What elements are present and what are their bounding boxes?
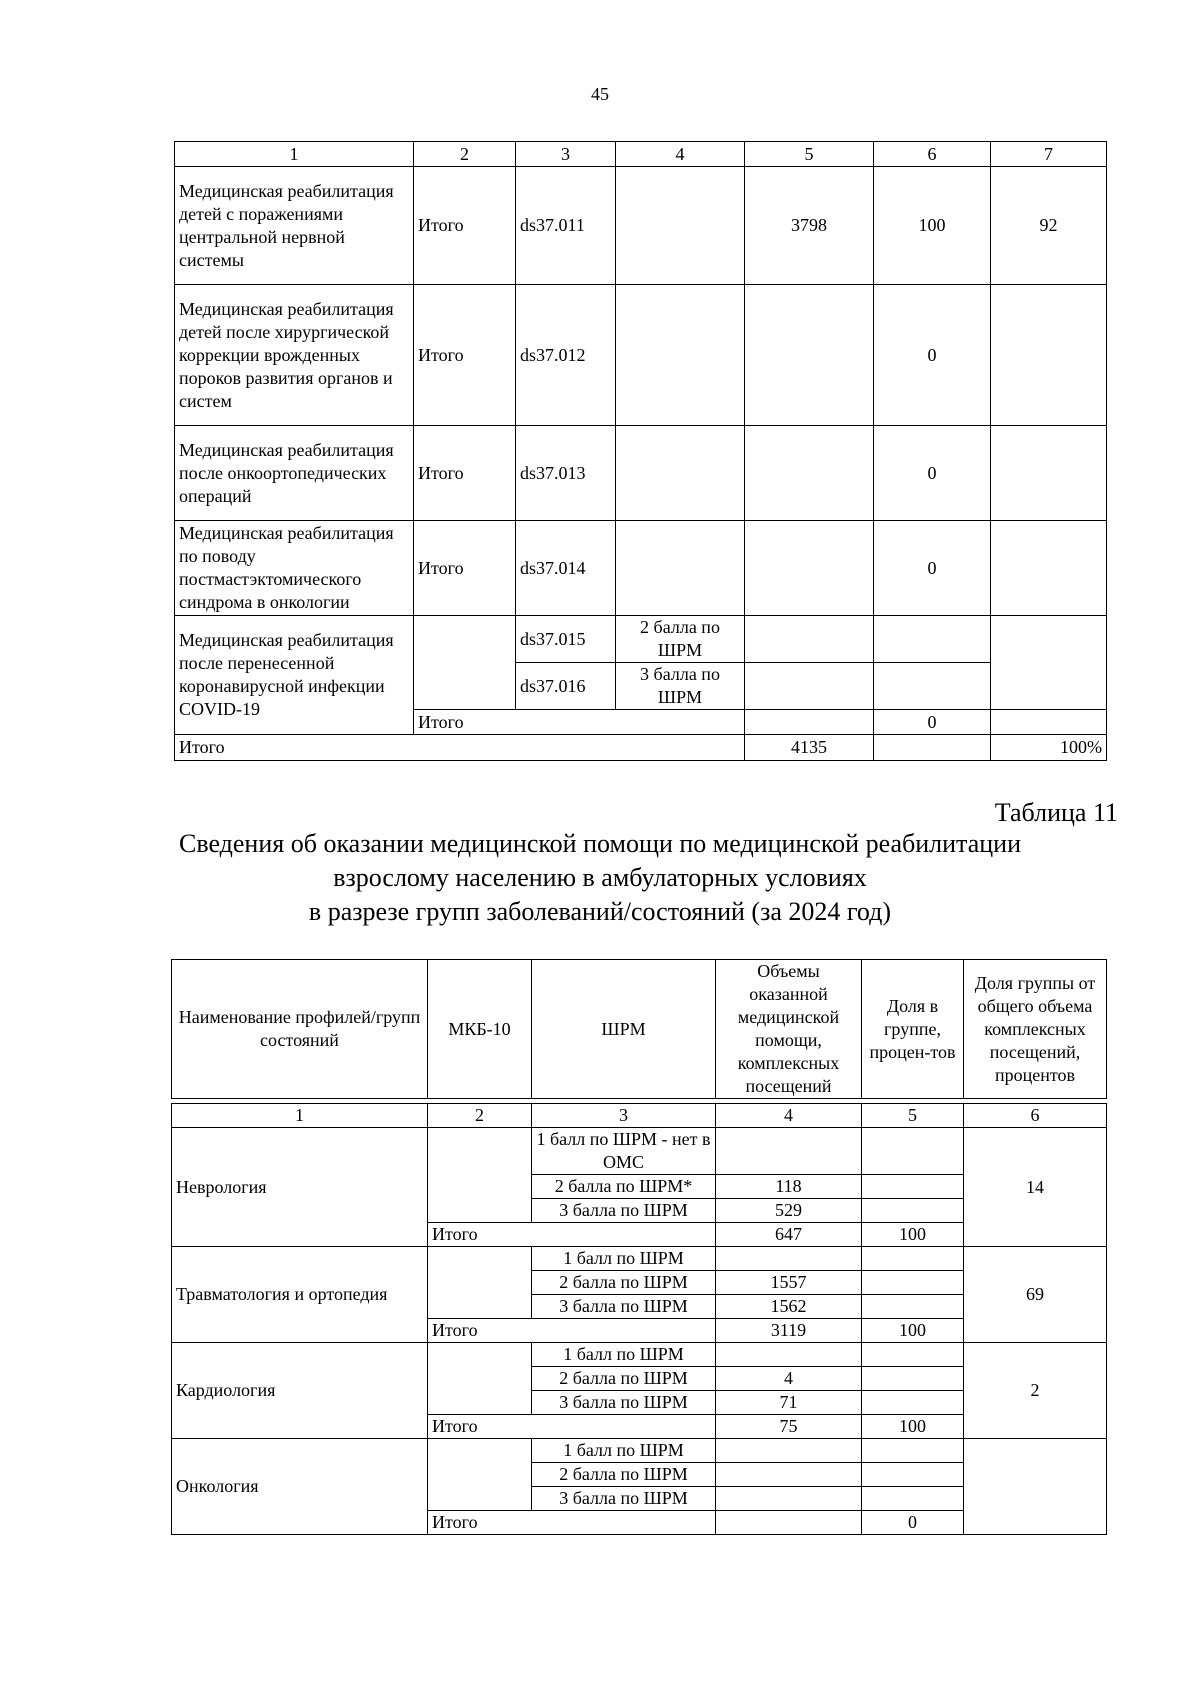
volume-cell — [716, 1247, 862, 1271]
column-number-row — [175, 142, 1107, 167]
col-number: 7 — [991, 142, 1107, 167]
col-number: 6 — [874, 142, 991, 167]
row-col4 — [616, 285, 745, 426]
row-shrm: 3 балла по ШРМ — [616, 663, 745, 710]
row-col7 — [991, 616, 1107, 710]
header-name: Наименование профилей/групп состояний — [172, 960, 428, 1099]
row-type: Итого — [414, 285, 516, 426]
group-share-cell — [964, 1439, 1107, 1535]
col-number: 6 — [964, 1104, 1107, 1128]
total-label: Итого — [428, 1415, 716, 1439]
row-type: Итого — [414, 426, 516, 521]
table-row — [172, 1439, 1107, 1463]
row-col7 — [991, 521, 1107, 616]
row-code: ds37.014 — [516, 521, 616, 616]
share-cell — [862, 1175, 964, 1199]
total-volume: 75 — [716, 1415, 862, 1439]
row-col7 — [991, 426, 1107, 521]
table-label: Таблица 11 — [994, 798, 1118, 827]
grand-total-col7: 100% — [991, 735, 1107, 761]
row-total-label: Итого — [414, 710, 745, 735]
total-label: Итого — [428, 1511, 716, 1535]
col-number: 4 — [616, 142, 745, 167]
total-share: 100 — [862, 1223, 964, 1247]
row-col4 — [616, 426, 745, 521]
share-cell — [862, 1463, 964, 1487]
mkb-cell — [428, 1128, 532, 1223]
row-col5 — [745, 663, 874, 710]
row-col6: 0 — [874, 285, 991, 426]
col-number: 3 — [516, 142, 616, 167]
header-shrm: ШРМ — [532, 960, 716, 1099]
volume-cell — [716, 1343, 862, 1367]
header-share-group: Доля в группе, процен-тов — [862, 960, 964, 1099]
volume-cell: 529 — [716, 1199, 862, 1223]
share-cell — [862, 1367, 964, 1391]
page-number: 45 — [591, 84, 609, 104]
total-label: Итого — [428, 1319, 716, 1343]
row-col6: 100 — [874, 167, 991, 285]
shrm-cell: 3 балла по ШРМ — [532, 1487, 716, 1511]
shrm-cell: 2 балла по ШРМ* — [532, 1175, 716, 1199]
grand-total-col5: 4135 — [745, 735, 874, 761]
row-type — [414, 616, 516, 710]
row-shrm: 2 балла по ШРМ — [616, 616, 745, 663]
shrm-cell: 2 балла по ШРМ — [532, 1271, 716, 1295]
volume-cell: 1557 — [716, 1271, 862, 1295]
shrm-cell: 1 балл по ШРМ — [532, 1343, 716, 1367]
col-number: 3 — [532, 1104, 716, 1128]
volume-cell — [716, 1128, 862, 1175]
shrm-cell: 2 балла по ШРМ — [532, 1463, 716, 1487]
share-cell — [862, 1247, 964, 1271]
row-col6 — [874, 616, 991, 663]
total-volume: 3119 — [716, 1319, 862, 1343]
mkb-cell — [428, 1439, 532, 1511]
row-col5 — [745, 426, 874, 521]
table-row — [175, 616, 1107, 663]
share-cell — [862, 1391, 964, 1415]
table-row — [172, 1128, 1107, 1175]
row-col6: 0 — [874, 521, 991, 616]
row-code: ds37.013 — [516, 426, 616, 521]
col-number: 1 — [172, 1104, 428, 1128]
group-name: Травматология и ортопедия — [172, 1247, 428, 1343]
table-row — [175, 285, 1107, 426]
shrm-cell: 3 балла по ШРМ — [532, 1199, 716, 1223]
col-number: 2 — [414, 142, 516, 167]
row-col5 — [745, 285, 874, 426]
row-type: Итого — [414, 167, 516, 285]
table-title-line-1: Сведения об оказании медицинской помощи по медицинской реабилитации — [179, 829, 1021, 858]
row-code: ds37.012 — [516, 285, 616, 426]
total-share: 100 — [862, 1319, 964, 1343]
volume-cell: 71 — [716, 1391, 862, 1415]
volume-cell — [716, 1487, 862, 1511]
header-mkb: МКБ-10 — [428, 960, 532, 1099]
share-cell — [862, 1128, 964, 1175]
col-number: 4 — [716, 1104, 862, 1128]
row-col5 — [745, 521, 874, 616]
group-share-cell: 14 — [964, 1128, 1107, 1247]
share-cell — [862, 1271, 964, 1295]
row-col4 — [616, 521, 745, 616]
row-col7 — [991, 710, 1107, 735]
grand-total-label: Итого — [175, 735, 745, 761]
header-share-total: Доля группы от общего объема комплексных посещений, процентов — [964, 960, 1107, 1099]
volume-cell: 118 — [716, 1175, 862, 1199]
table-row — [175, 167, 1107, 285]
col-number: 5 — [745, 142, 874, 167]
volume-cell — [716, 1463, 862, 1487]
row-col6 — [874, 663, 991, 710]
volume-cell: 4 — [716, 1367, 862, 1391]
row-name: Медицинская реабилитация по поводу постмастэктомического синдрома в онкологии — [175, 521, 414, 616]
row-col7 — [991, 285, 1107, 426]
shrm-cell: 1 балл по ШРМ — [532, 1247, 716, 1271]
grand-total-col6 — [874, 735, 991, 761]
row-col5: 3798 — [745, 167, 874, 285]
share-cell — [862, 1343, 964, 1367]
total-share: 0 — [862, 1511, 964, 1535]
share-cell — [862, 1199, 964, 1223]
header-row — [172, 960, 1107, 1099]
shrm-cell: 1 балл по ШРМ — [532, 1439, 716, 1463]
col-number: 1 — [175, 142, 414, 167]
table11-body — [171, 1103, 1107, 1535]
mkb-cell — [428, 1247, 532, 1319]
table-row — [175, 521, 1107, 616]
row-code: ds37.016 — [516, 663, 616, 710]
mkb-cell — [428, 1343, 532, 1415]
volume-cell: 1562 — [716, 1295, 862, 1319]
table-title-line-2: взрослому населению в амбулаторных условиях — [333, 863, 867, 892]
col-number: 2 — [428, 1104, 532, 1128]
shrm-cell: 3 балла по ШРМ — [532, 1391, 716, 1415]
share-cell — [862, 1487, 964, 1511]
table11-header — [171, 959, 1107, 1099]
share-cell — [862, 1439, 964, 1463]
previous-table — [174, 141, 1107, 761]
total-share: 100 — [862, 1415, 964, 1439]
total-label: Итого — [428, 1223, 716, 1247]
group-name: Онкология — [172, 1439, 428, 1535]
table-row — [175, 426, 1107, 521]
row-col5 — [745, 710, 874, 735]
shrm-cell: 2 балла по ШРМ — [532, 1367, 716, 1391]
row-col6: 0 — [874, 710, 991, 735]
header-volume: Объемы оказанной медицинской помощи, комплексных посещений — [716, 960, 862, 1099]
row-col4 — [616, 167, 745, 285]
table-row — [172, 1343, 1107, 1367]
volume-cell — [716, 1439, 862, 1463]
row-name: Медицинская реабилитация детей с поражениями центральной нервной системы — [175, 167, 414, 285]
row-col6: 0 — [874, 426, 991, 521]
group-share-cell: 69 — [964, 1247, 1107, 1343]
table-row — [172, 1247, 1107, 1271]
row-type: Итого — [414, 521, 516, 616]
column-number-row — [172, 1104, 1107, 1128]
total-volume — [716, 1511, 862, 1535]
shrm-cell: 1 балл по ШРМ - нет в ОМС — [532, 1128, 716, 1175]
col-number: 5 — [862, 1104, 964, 1128]
group-name: Неврология — [172, 1128, 428, 1247]
row-code: ds37.011 — [516, 167, 616, 285]
row-name: Медицинская реабилитация после онкоортопедических операций — [175, 426, 414, 521]
row-name: Медицинская реабилитация после перенесенной коронавирусной инфекции COVID-19 — [175, 616, 414, 735]
group-share-cell: 2 — [964, 1343, 1107, 1439]
row-name: Медицинская реабилитация детей после хирургической коррекции врожденных пороков развития органов и систем — [175, 285, 414, 426]
row-col7: 92 — [991, 167, 1107, 285]
row-code: ds37.015 — [516, 616, 616, 663]
shrm-cell: 3 балла по ШРМ — [532, 1295, 716, 1319]
total-volume: 647 — [716, 1223, 862, 1247]
row-col5 — [745, 616, 874, 663]
share-cell — [862, 1295, 964, 1319]
grand-total-row — [175, 735, 1107, 761]
group-name: Кардиология — [172, 1343, 428, 1439]
table-title-line-3: в разрезе групп заболеваний/состояний (за 2024 год) — [308, 897, 892, 926]
